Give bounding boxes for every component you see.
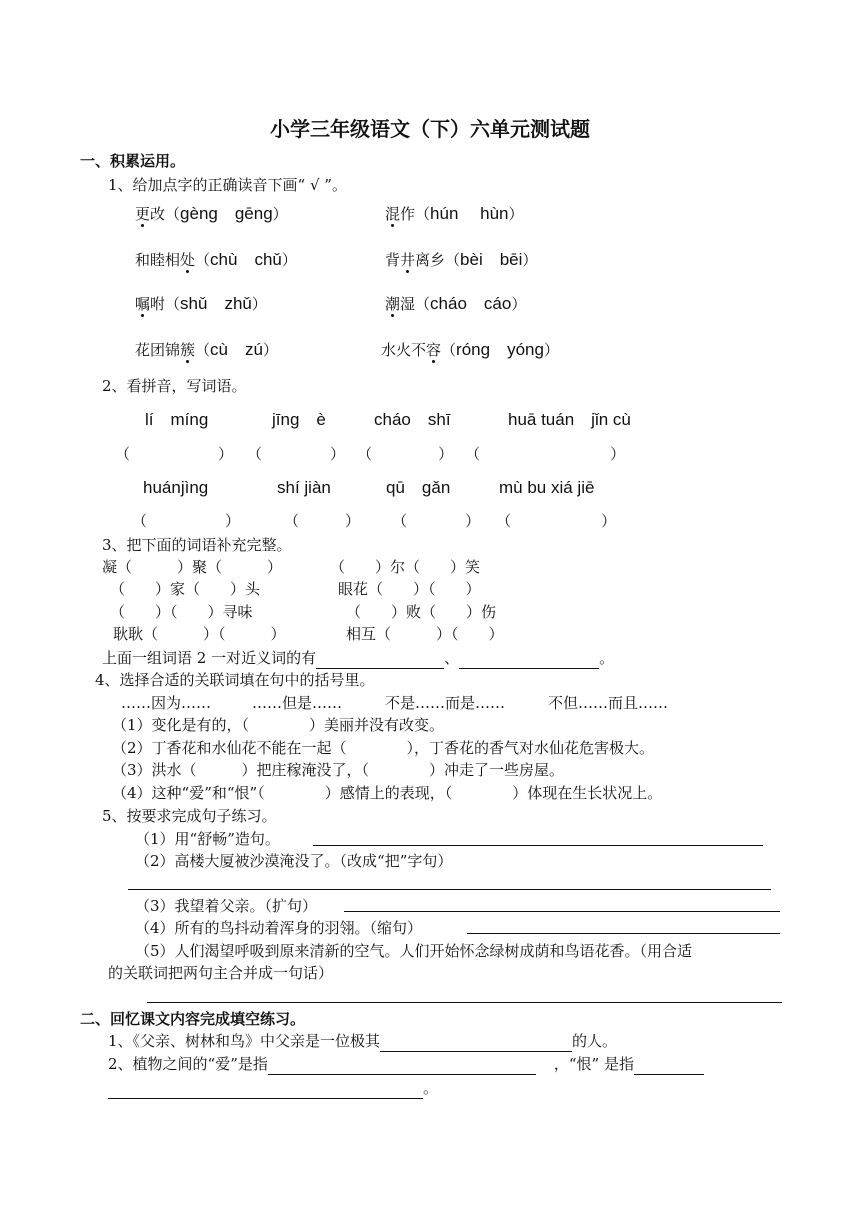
dotted-char: 嘱 bbox=[135, 295, 151, 313]
conjunction-option: ……因为…… bbox=[121, 694, 212, 712]
dotted-char: 混 bbox=[385, 205, 401, 223]
idiom-fill[interactable]: （ ）家（ ）头 bbox=[110, 580, 261, 598]
pinyin-word: lí míng bbox=[145, 410, 209, 429]
conjunction-option: 不是……而是…… bbox=[385, 694, 506, 712]
q5-prompt: 5、按要求完成句子练习。 bbox=[102, 807, 277, 825]
pinyin-options[interactable]: cháo cáo bbox=[430, 294, 512, 313]
q5-item: （4）所有的鸟抖动着浑身的羽翎。（缩句） bbox=[135, 919, 423, 937]
pinyin-word: jīng è bbox=[272, 410, 326, 429]
q1-item: 潮湿（cháo cáo） bbox=[385, 294, 527, 313]
answer-blank[interactable] bbox=[380, 1035, 572, 1052]
q1-item: 花团锦簇（cù zú） bbox=[135, 340, 278, 359]
dotted-char: 潮 bbox=[385, 295, 401, 313]
pinyin-options[interactable]: bèi bēi bbox=[460, 250, 523, 269]
q1-item: 和睦相处（chù chǔ） bbox=[135, 250, 297, 269]
answer-line[interactable] bbox=[467, 933, 780, 934]
answer-blank[interactable] bbox=[459, 652, 599, 669]
q1-item: 背井离乡（bèi bēi） bbox=[385, 250, 538, 269]
q5-item: （1）用“舒畅”造句。 bbox=[135, 830, 280, 848]
q4-prompt: 4、选择合适的关联词填在句中的括号里。 bbox=[95, 671, 375, 689]
answer-brackets-row2[interactable]: （ ） （ ） （ ） （ ） bbox=[132, 512, 617, 530]
idiom-fill[interactable]: 耿耿（ ）（ ） bbox=[113, 625, 286, 643]
q1-item: 嘱咐（shǔ zhǔ） bbox=[135, 294, 267, 313]
pinyin-options[interactable]: gèng gēng bbox=[180, 204, 273, 223]
pinyin-word: huā tuán jǐn cù bbox=[508, 410, 631, 429]
answer-line[interactable] bbox=[147, 1002, 782, 1003]
dotted-char: 簇 bbox=[180, 341, 196, 359]
dotted-char: 处 bbox=[180, 251, 196, 269]
s2-q2-cont: 。 bbox=[108, 1077, 438, 1099]
idiom-fill[interactable]: 相互（ ）（ ） bbox=[346, 625, 504, 643]
pinyin-options[interactable]: hún hùn bbox=[430, 204, 509, 223]
dotted-char: 容 bbox=[426, 341, 442, 359]
idiom-fill[interactable]: 眼花（ ）（ ） bbox=[338, 580, 481, 598]
section2-heading: 二、回忆课文内容完成填空练习。 bbox=[80, 1010, 306, 1028]
q1-item: 更改（gèng gēng） bbox=[135, 204, 288, 223]
s2-q2: 2、植物之间的“爱”是指 ，“恨” 是指 bbox=[108, 1053, 704, 1075]
answer-blank[interactable] bbox=[268, 1058, 536, 1075]
idiom-fill[interactable]: （ ）尔（ ）笑 bbox=[330, 558, 481, 576]
pinyin-word: shí jiàn bbox=[277, 478, 331, 497]
answer-brackets-row1[interactable]: （ ） （ ） （ ） （ ） bbox=[115, 445, 626, 463]
answer-line[interactable] bbox=[128, 889, 771, 890]
page-title: 小学三年级语文（下）六单元测试题 bbox=[270, 117, 590, 141]
pinyin-word: mù bu xiá jiē bbox=[499, 478, 595, 497]
answer-blank[interactable] bbox=[108, 1082, 423, 1099]
idiom-fill[interactable]: 凝（ ）聚（ ） bbox=[102, 558, 283, 576]
pinyin-word: huánjìng bbox=[143, 478, 209, 497]
q1-prompt: 1、给加点字的正确读音下画“ √ ”。 bbox=[108, 176, 347, 194]
q3-prompt: 3、把下面的词语补充完整。 bbox=[102, 536, 292, 554]
q3-summary: 上面一组词语 2 一对近义词的有 、 。 bbox=[102, 649, 615, 667]
q1-item: 混作（hún hùn） bbox=[385, 204, 524, 223]
section1-heading: 一、积累运用。 bbox=[80, 152, 186, 170]
q4-sentence[interactable]: （2）丁香花和水仙花不能在一起（ ），丁香花的香气对水仙花危害极大。 bbox=[112, 739, 655, 757]
answer-line[interactable] bbox=[344, 911, 780, 912]
answer-blank[interactable] bbox=[634, 1058, 704, 1075]
conjunction-option: ……但是…… bbox=[252, 694, 343, 712]
idiom-fill[interactable]: （ ）败（ ）伤 bbox=[346, 603, 497, 621]
conjunction-option: 不但……而且…… bbox=[548, 694, 669, 712]
q5-item: （3）我望着父亲。（扩句） bbox=[135, 897, 318, 915]
idiom-fill[interactable]: （ ）（ ）寻味 bbox=[110, 603, 253, 621]
dotted-char: 更 bbox=[135, 205, 151, 223]
pinyin-options[interactable]: cù zú bbox=[210, 340, 263, 359]
s2-q1: 1、《父亲、树林和鸟》中父亲是一位极其 的人。 bbox=[108, 1032, 618, 1050]
q4-sentence[interactable]: （1）变化是有的，（ ）美丽并没有改变。 bbox=[112, 716, 445, 734]
pinyin-options[interactable]: shǔ zhǔ bbox=[180, 294, 252, 313]
pinyin-options[interactable]: róng yóng bbox=[456, 340, 544, 359]
answer-line[interactable] bbox=[313, 845, 763, 846]
pinyin-word: qū gǎn bbox=[386, 478, 451, 497]
q2-prompt: 2、看拼音，写词语。 bbox=[102, 377, 247, 395]
q4-sentence[interactable]: （4）这种“爱”和“恨”（ ）感情上的表现，（ ）体现在生长状况上。 bbox=[112, 784, 663, 802]
q1-item: 水火不容（róng yóng） bbox=[381, 340, 559, 359]
q5-item: （2）高楼大厦被沙漠淹没了。（改成“把”字句） bbox=[135, 852, 453, 870]
q5-item: （5）人们渴望呼吸到原来清新的空气。人们开始怀念绿树成荫和鸟语花香。（用合适 bbox=[135, 942, 693, 960]
answer-blank[interactable] bbox=[316, 652, 444, 669]
q5-item-cont: 的关联词把两句主合并成一句话） bbox=[108, 964, 334, 982]
pinyin-word: cháo shī bbox=[374, 410, 451, 429]
q4-sentence[interactable]: （3）洪水（ ）把庄稼淹没了，（ ）冲走了一些房屋。 bbox=[112, 761, 565, 779]
pinyin-options[interactable]: chù chǔ bbox=[210, 250, 282, 269]
dotted-char: 井 bbox=[400, 251, 416, 269]
